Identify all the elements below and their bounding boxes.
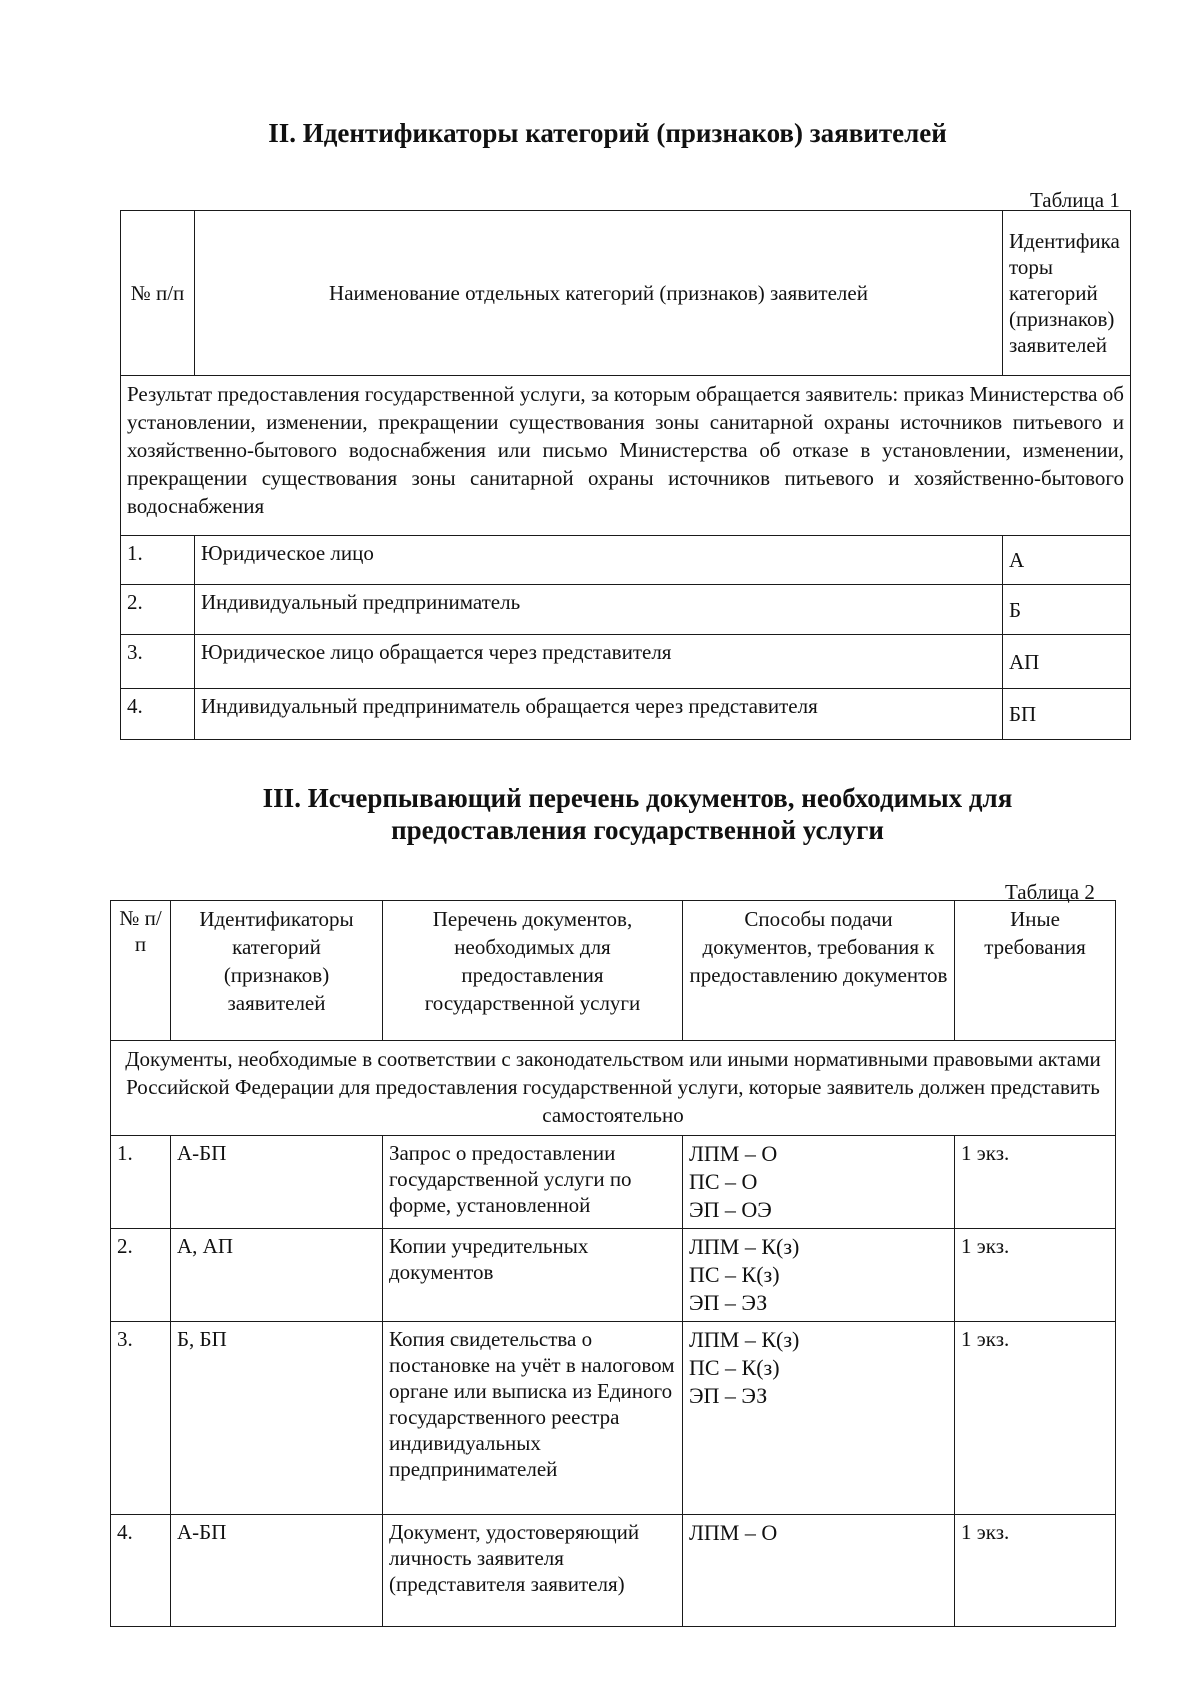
t2-header-ways: Способы подачи документов, требования к предоставлению документов: [683, 901, 955, 1041]
t2-row-doc: Копии учредительных документов: [383, 1229, 683, 1322]
section3-title-line1: III. Исчерпывающий перечень документов, необходимых для: [262, 783, 1013, 813]
t2-header-num: № п/п: [111, 901, 171, 1041]
section2-title: II. Идентификаторы категорий (признаков) заявителей: [268, 118, 947, 148]
t2-row-num: 1.: [111, 1136, 171, 1229]
t2-row-num: 3.: [111, 1322, 171, 1515]
t2-row-num: 2.: [111, 1229, 171, 1322]
table-2: [110, 900, 1116, 1627]
t2-row-ids: А, АП: [171, 1229, 383, 1322]
t1-row-id: А: [1003, 536, 1131, 585]
t1-row-name: Индивидуальный предприниматель обращается через представителя: [195, 689, 1003, 740]
table-1: [120, 210, 1131, 740]
t2-row-other: 1 экз.: [955, 1136, 1116, 1229]
t1-row-name: Юридическое лицо обращается через представителя: [195, 635, 1003, 689]
section3-title-line2: предоставления государственной услуги: [391, 815, 884, 845]
t1-row-id: АП: [1003, 635, 1131, 689]
t2-row-ids: А-БП: [171, 1136, 383, 1229]
t2-row-num: 4.: [111, 1515, 171, 1627]
t1-header-num: № п/п: [121, 211, 195, 376]
t2-row-other: 1 экз.: [955, 1322, 1116, 1515]
t2-row-ids: А-БП: [171, 1515, 383, 1627]
t1-row-name: Юридическое лицо: [195, 536, 1003, 585]
t1-header-id: Идентифика торы категорий (признаков) заявителей: [1003, 211, 1131, 376]
t1-result-text: Результат предоставления государственной услуги, за которым обращается заявитель: приказ Министерства об установлении, изменении, прекращении существования зоны санитарной охраны источников питьевого и хозяйственно-бытового водоснабжения или письмо Министерства об отказе в установлении, изменении, прекращении существования зоны санитарной охраны источников питьевого и хозяйственно-бытового водоснабжения: [121, 376, 1131, 536]
t1-header-name: Наименование отдельных категорий (признаков) заявителей: [195, 211, 1003, 376]
t2-row-doc: Документ, удостоверяющий личность заявителя (представителя заявителя): [383, 1515, 683, 1627]
t1-row-num: 1.: [121, 536, 195, 585]
t2-row-ways: ЛПМ – К(з) ПС – К(з) ЭП – ЭЗ: [683, 1229, 955, 1322]
t2-row-ways: ЛПМ – О ПС – О ЭП – ОЭ: [683, 1136, 955, 1229]
t1-row-num: 2.: [121, 585, 195, 635]
table2-label: Таблица 2: [1005, 880, 1095, 904]
t2-row-doc: Копия свидетельства о постановке на учёт в налоговом органе или выписка из Единого государственного реестра индивидуальных предпринимателей: [383, 1322, 683, 1515]
t2-subheader: Документы, необходимые в соответствии с законодательством или иными нормативными правовыми актами Российской Федерации для предоставления государственной услуги, которые заявитель должен представить самостоятельно: [111, 1041, 1116, 1136]
t2-row-ids: Б, БП: [171, 1322, 383, 1515]
t2-row-other: 1 экз.: [955, 1229, 1116, 1322]
t2-row-other: 1 экз.: [955, 1515, 1116, 1627]
table1-label: Таблица 1: [1030, 188, 1120, 212]
t1-row-num: 4.: [121, 689, 195, 740]
t1-row-name: Индивидуальный предприниматель: [195, 585, 1003, 635]
t1-row-num: 3.: [121, 635, 195, 689]
t2-header-docs: Перечень документов, необходимых для предоставления государственной услуги: [383, 901, 683, 1041]
t2-header-other: Иные требования: [955, 901, 1116, 1041]
t2-row-ways: ЛПМ – О: [683, 1515, 955, 1627]
t2-row-ways: ЛПМ – К(з) ПС – К(з) ЭП – ЭЗ: [683, 1322, 955, 1515]
t2-row-doc: Запрос о предоставлении государственной услуги по форме, установленной: [383, 1136, 683, 1229]
t1-row-id: БП: [1003, 689, 1131, 740]
t2-header-ids: Идентификаторы категорий (признаков) заявителей: [171, 901, 383, 1041]
t1-row-id: Б: [1003, 585, 1131, 635]
